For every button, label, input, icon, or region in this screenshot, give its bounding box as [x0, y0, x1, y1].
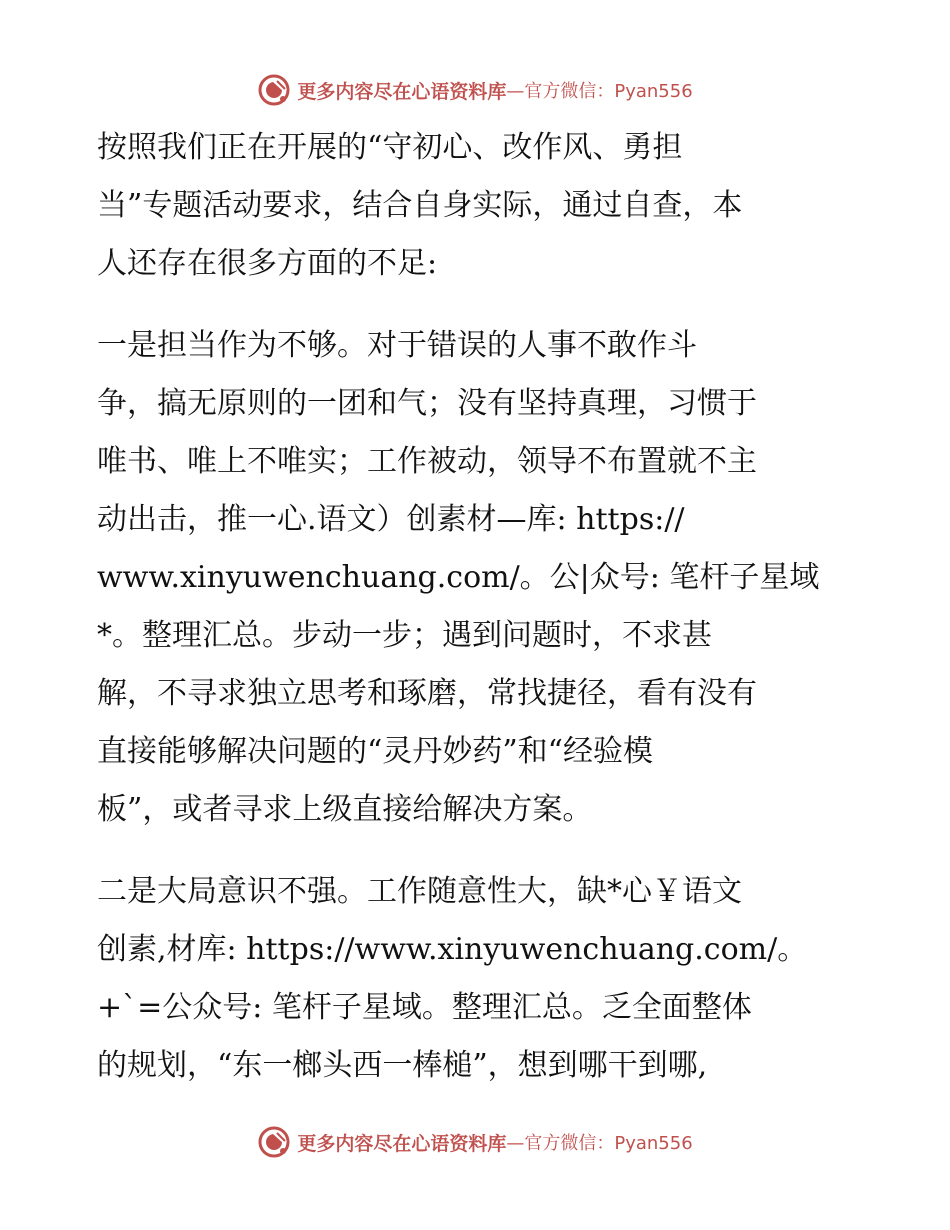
- text-line: 的规划，“东一榔头西一棒槌”，想到哪干到哪,: [97, 1048, 708, 1083]
- paragraph-3: [97, 863, 857, 1095]
- text-line: 动出击，推一心.语文）创素材—库: https://: [97, 502, 685, 537]
- text-line: 创素,材库: https://www.xinyuwenchuang.com/。: [97, 932, 808, 967]
- header-brand-text: 更多内容尽在心语资料库: [297, 80, 507, 103]
- footer-wechat-text: —官方微信：Pyan556: [506, 1133, 693, 1154]
- paragraph-2: [97, 317, 857, 839]
- text-line: 直接能够解决问题的“灵丹妙药”和“经验模: [97, 734, 654, 769]
- text-line: +`=公众号: 笔杆子星域。整理汇总。乏全面整体: [97, 990, 752, 1025]
- brand-logo-icon: [257, 1125, 291, 1159]
- text-line: 二是大局意识不强。工作随意性大，缺*心￥语文: [97, 874, 742, 909]
- text-line: 一是担当作为不够。对于错误的人事不敢作斗: [97, 328, 697, 363]
- brand-logo-icon: [257, 73, 291, 107]
- footer-brand-text: 更多内容尽在心语资料库: [297, 1132, 507, 1155]
- text-line: www.xinyuwenchuang.com/。公|众号: 笔杆子星域: [97, 560, 820, 595]
- text-line: 争，搞无原则的一团和气；没有坚持真理，习惯于: [97, 386, 757, 421]
- text-line: 人还存在很多方面的不足:: [97, 246, 438, 281]
- text-line: 板”，或者寻求上级直接给解决方案。: [97, 792, 593, 827]
- document-body: [97, 119, 857, 1095]
- header-wechat-text: —官方微信：Pyan556: [506, 81, 693, 102]
- text-line: 按照我们正在开展的“守初心、改作风、勇担: [97, 130, 683, 165]
- text-line: *。整理汇总。步动一步；遇到问题时，不求甚: [97, 618, 712, 653]
- footer-watermark: [0, 1122, 950, 1162]
- paragraph-1: [97, 119, 857, 293]
- header-watermark: [0, 70, 950, 110]
- text-line: 当”专题活动要求，结合自身实际，通过自查，本: [97, 188, 743, 223]
- text-line: 唯书、唯上不唯实；工作被动，领导不布置就不主: [97, 444, 757, 479]
- text-line: 解，不寻求独立思考和琢磨，常找捷径，看有没有: [97, 676, 757, 711]
